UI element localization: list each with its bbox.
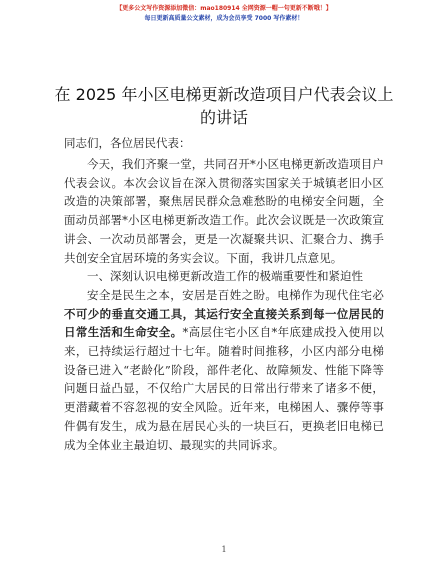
- document-title: 在 2025 年小区电梯更新改造项目户代表会议上的讲话: [54, 85, 394, 127]
- page-number: 1: [221, 545, 227, 554]
- promo-banner-line2: 每日更新高质量公文素材，成为会员享受 7000 写作素材！: [144, 15, 304, 22]
- paragraph-opening: 今天，我们齐聚一堂，共同召开*小区电梯更新改造项目户代表会议。本次会议旨在深入贯彻落实国家关于城镇老旧小区改造的决策部署，聚焦居民群众急难愁盼的电梯安全问题，全面动员部署*小区电梯更新改造工作。此次会议既是一次政策宣讲会、一次动员部署会，更是一次凝聚共识、汇聚合力、携手共创安全宜居环境的务实会议。下面，我讲几点意见。: [64, 157, 384, 265]
- paragraph-safety: [64, 286, 384, 454]
- paragraph-safety-end: *高层住宅小区自*年底建成投入使用以来，已持续运行超过十七年。随着时间推移，小区内部分电梯设备已进入“老龄化”阶段，部件老化、故障频发、性能下降等问题日益凸显，不仅给广大居民的日常出行带来了诸多不便，更潜藏着不容忽视的安全风险。近年来，电梯困人、骤停等事件偶有发生，成为悬在居民心头的一块巨石，更换老旧电梯已成为全体业主最迫切、最现实的共同诉求。: [64, 325, 384, 452]
- section-heading-1: 一、深刻认识电梯更新改造工作的极端重要性和紧迫性: [87, 269, 363, 284]
- paragraph-safety-start: 安全是民生之本，安居是百姓之盼。电梯作为现代住宅必: [87, 287, 384, 302]
- paragraph-safety-bold: 不可少的垂直交通工具，其运行安全直接关系到每一位居民的日常生活和生命安全。: [64, 306, 384, 340]
- salutation: 同志们，各位居民代表：: [64, 136, 191, 150]
- promo-banner-line1: 【更多公文写作资源添加微信：mao180914 全网资源一帽一句更新不断哦！】: [116, 5, 332, 12]
- promo-banner: [0, 4, 448, 24]
- document-body: [64, 155, 384, 454]
